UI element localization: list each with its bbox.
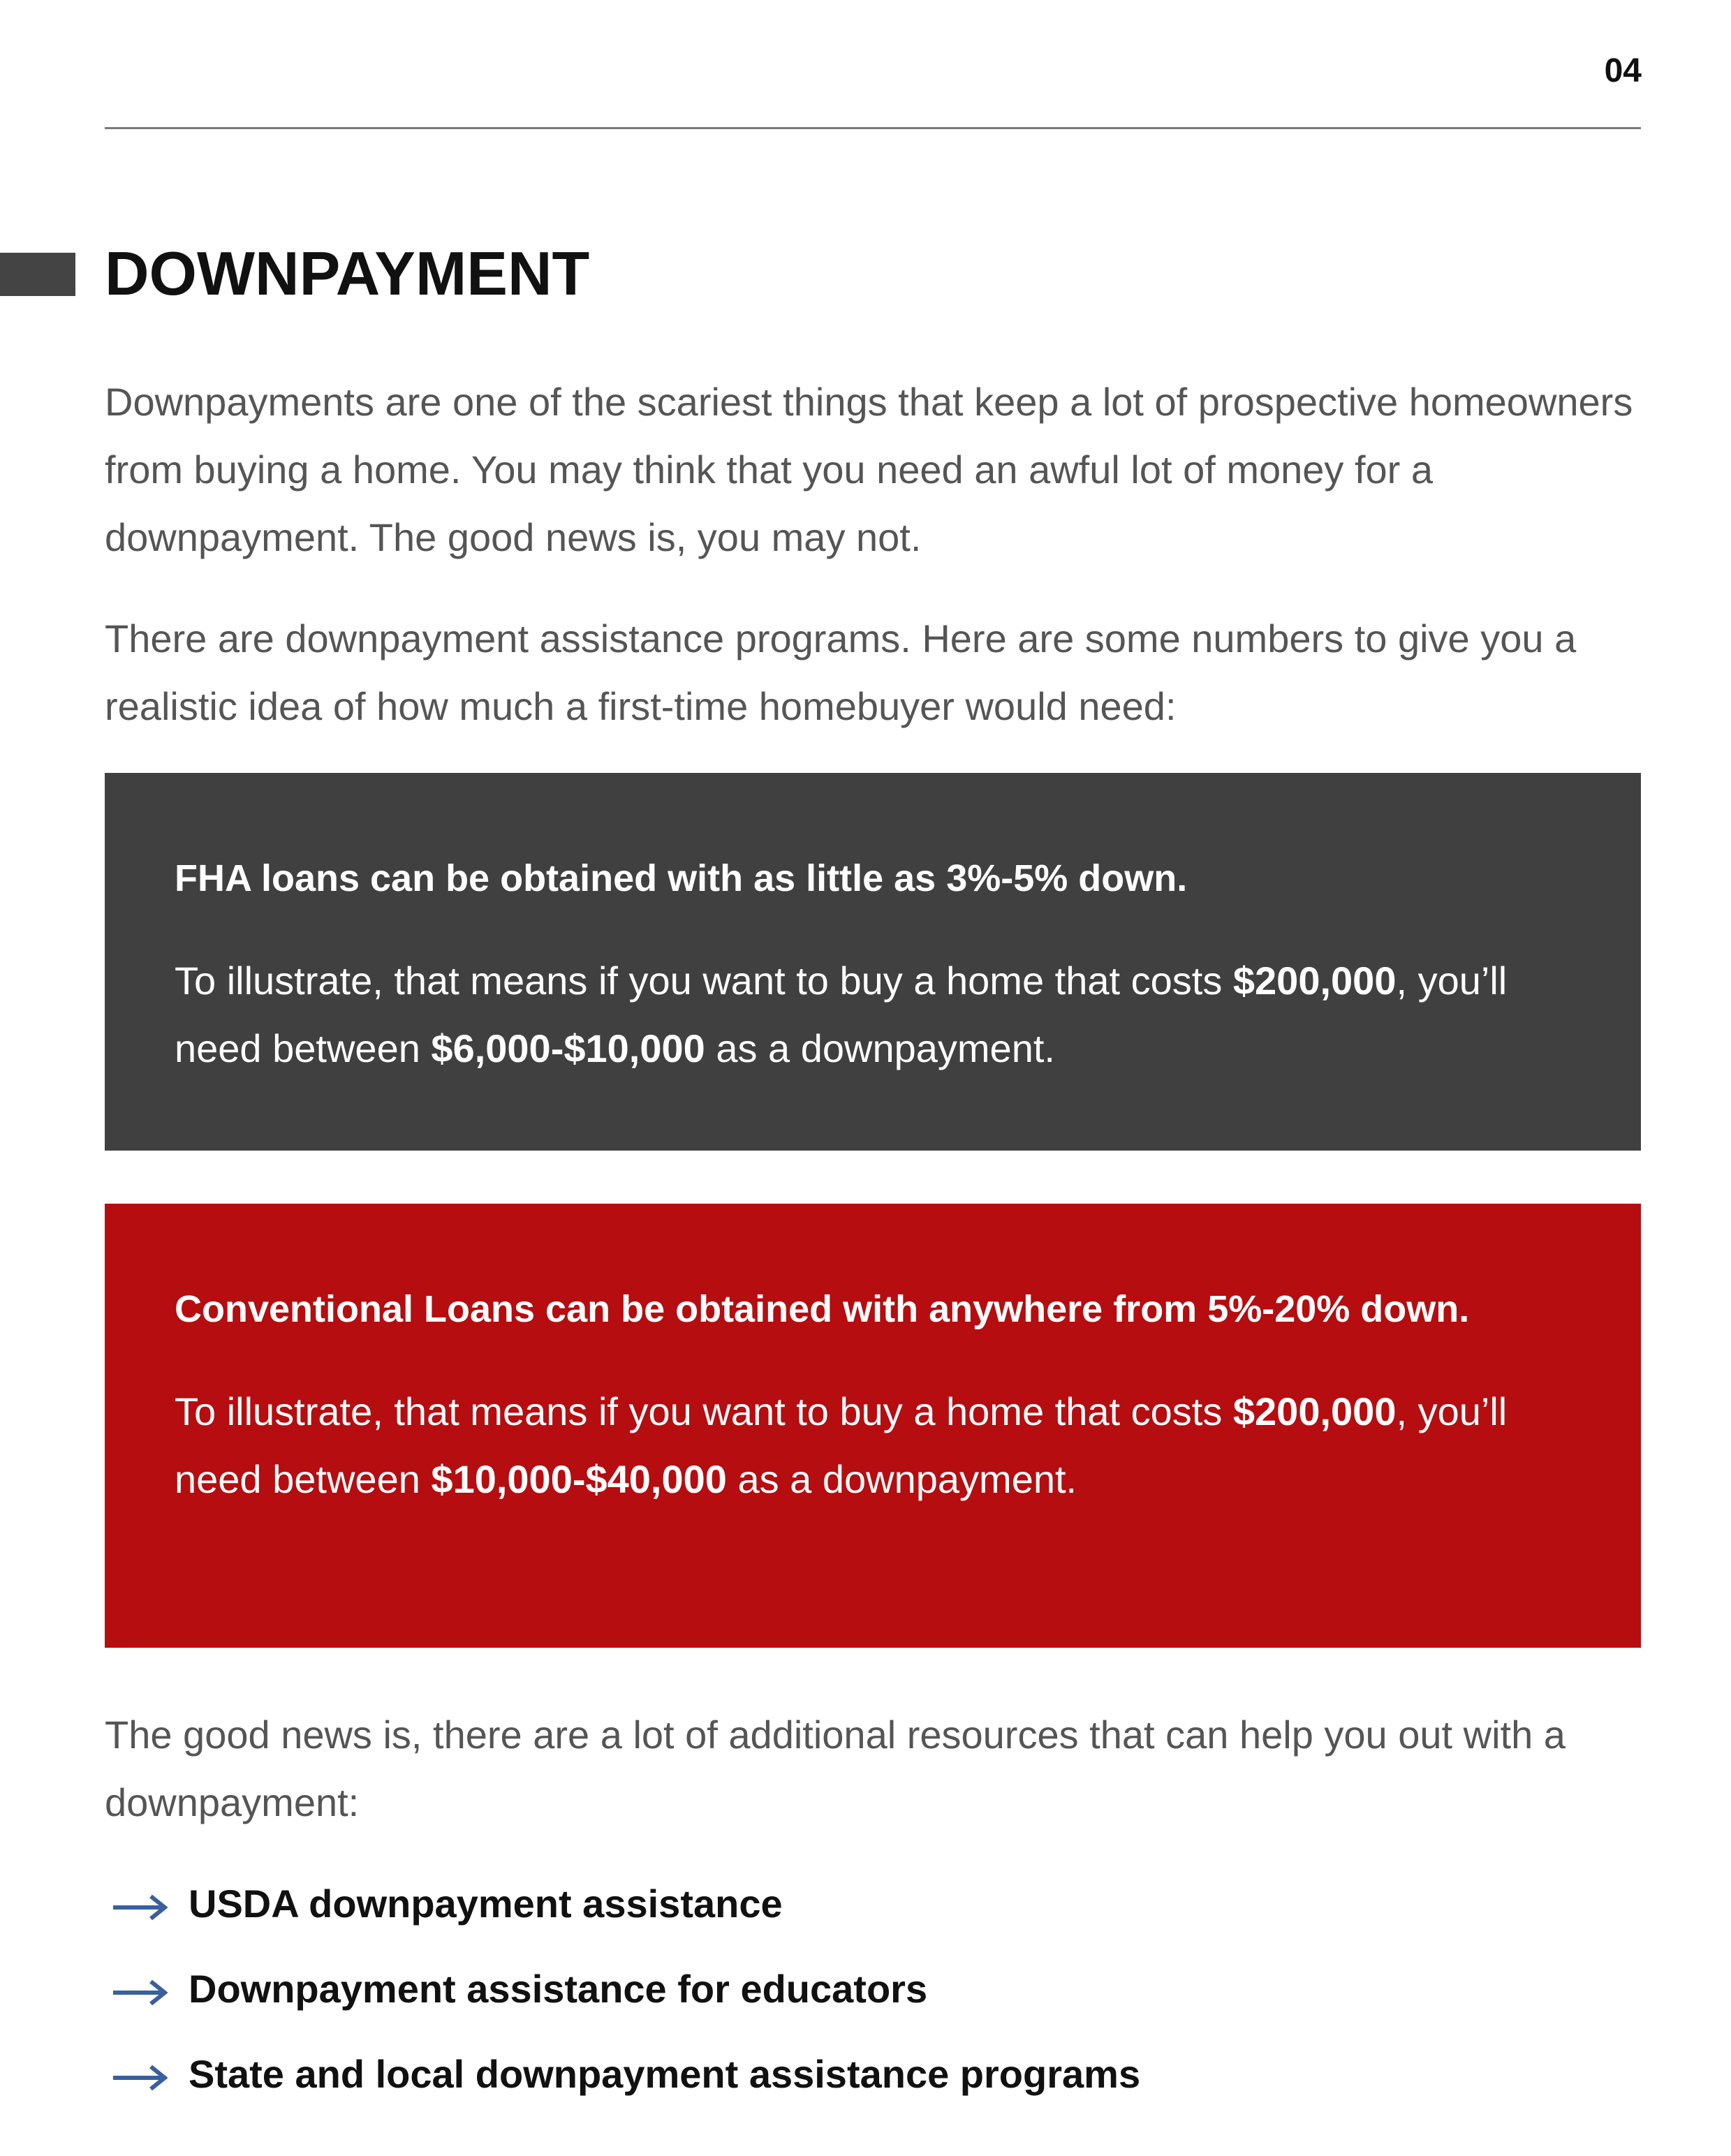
conventional-heading: Conventional Loans can be obtained with anywhere from 5%-20% down.	[175, 1288, 1470, 1330]
list-item-label: State and local downpayment assistance programs	[189, 2051, 1141, 2096]
fha-text-b: , you’ll need between	[175, 959, 1508, 1070]
conventional-text-c: as a downpayment.	[726, 1457, 1077, 1501]
fha-text-a: To illustrate, that means if you want to buy a home that costs	[175, 959, 1233, 1003]
intro-paragraph-1: Downpayments are one of the scariest things that keep a lot of prospective homeowners from buying a home. You may think that you need an awful lot of money for a downpayment. The good news is, you may not.	[105, 380, 1633, 559]
arrow-right-icon	[112, 1979, 168, 2007]
page-number: 04	[1604, 52, 1642, 89]
list-item-label: USDA downpayment assistance	[189, 1881, 783, 1926]
fha-loan-box	[105, 773, 1641, 1151]
list-item	[112, 1861, 1140, 1946]
fha-range: $6,000-$10,000	[431, 1026, 705, 1070]
arrow-right-icon	[112, 1893, 168, 1921]
conventional-range: $10,000-$40,000	[431, 1457, 727, 1501]
fha-text-c: as a downpayment.	[705, 1026, 1055, 1070]
fha-illustration	[175, 947, 1571, 1082]
conventional-text-b: , you’ll need between	[175, 1389, 1508, 1501]
arrow-right-icon	[112, 2064, 168, 2092]
conventional-price: $200,000	[1232, 1389, 1397, 1433]
conventional-loan-box	[105, 1204, 1641, 1648]
list-item	[112, 2031, 1140, 2116]
resources-list	[112, 1861, 1140, 2116]
fha-price: $200,000	[1232, 959, 1397, 1003]
intro-paragraph-2: There are downpayment assistance programs. Here are some numbers to give you a realistic idea of how much a first-time homebuyer would need:	[105, 616, 1577, 728]
fha-heading: FHA loans can be obtained with as little as 3%-5% down.	[175, 857, 1188, 899]
conventional-illustration	[175, 1378, 1571, 1513]
resources-intro: The good news is, there are a lot of additional resources that can help you out with a downpayment:	[105, 1713, 1566, 1824]
section-title: DOWNPAYMENT	[105, 239, 590, 308]
list-item-label: Downpayment assistance for educators	[189, 1966, 928, 2011]
header-divider	[105, 127, 1641, 129]
list-item	[112, 1946, 1140, 2031]
conventional-text-a: To illustrate, that means if you want to buy a home that costs	[175, 1389, 1233, 1433]
section-marker-bar	[0, 253, 75, 296]
